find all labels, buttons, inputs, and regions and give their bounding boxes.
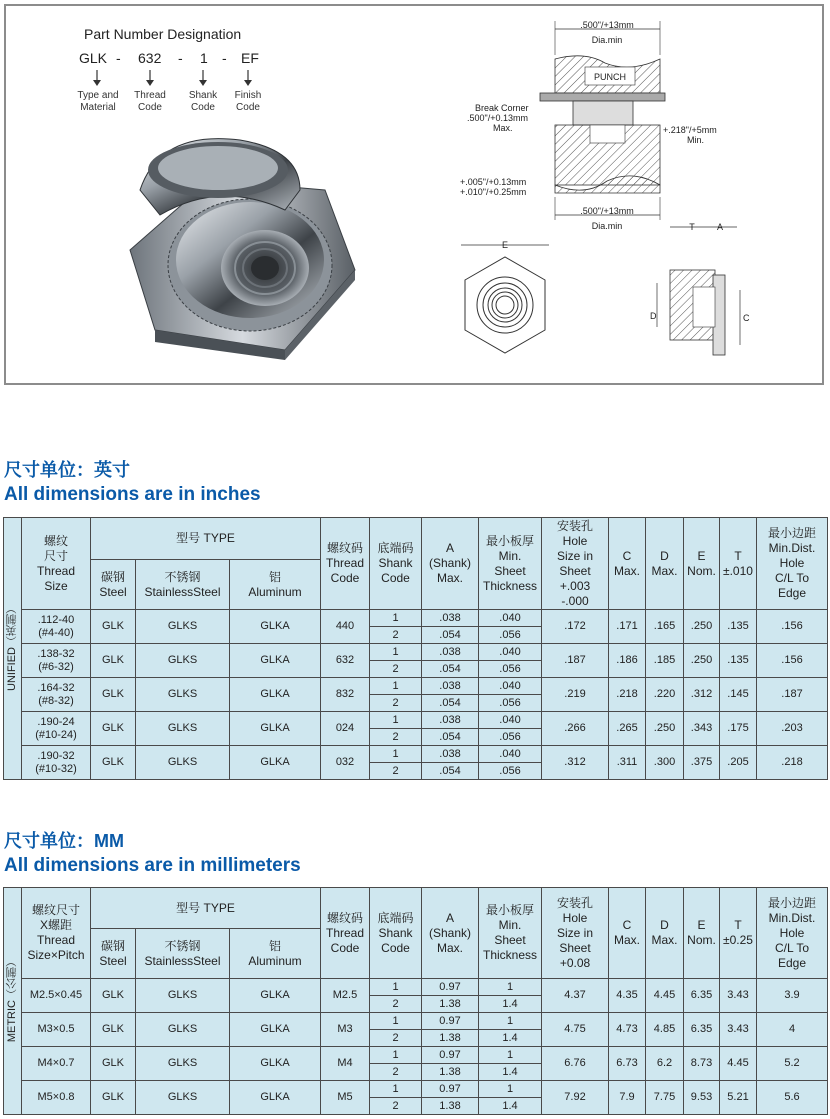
shank-code-header: 底端码 Shank Code <box>370 518 422 610</box>
hole-cell: .266 <box>542 712 609 746</box>
table-row <box>4 644 828 661</box>
thread-size-cell: M5×0.8 <box>22 1081 91 1115</box>
steel-cell: GLK <box>91 746 136 780</box>
inch-section-title-cn: 尺寸单位：英寸 <box>4 460 130 480</box>
thread-code-cell: M4 <box>321 1047 370 1081</box>
stainless-cell: GLKS <box>136 979 230 1013</box>
mm-dimensions-table <box>3 887 828 1115</box>
sheet-cell: .040 <box>479 644 542 661</box>
edge-distance-header: 最小边距 Min.Dist. Hole C/L To Edge <box>757 518 828 610</box>
edge-cell: .203 <box>757 712 828 746</box>
aluminum-cell: GLKA <box>230 712 321 746</box>
dim-t-label: T <box>689 222 695 232</box>
sheet-cell: .056 <box>479 661 542 678</box>
hole-cell: 7.92 <box>542 1081 609 1115</box>
a-cell: .054 <box>422 763 479 780</box>
t-cell: .175 <box>720 712 757 746</box>
hole-cell: 4.75 <box>542 1013 609 1047</box>
d-cell: .250 <box>646 712 684 746</box>
stainless-header: 不锈钢 StainlessSteel <box>136 929 230 979</box>
part-code-separator: - <box>178 50 183 66</box>
hole-cell: .172 <box>542 610 609 644</box>
e-cell: .375 <box>684 746 720 780</box>
thread-size-cell: .164-32 (#8-32) <box>22 678 91 712</box>
part-label-finish: Finish Code <box>234 90 262 113</box>
sheet-cell: .056 <box>479 729 542 746</box>
sheet-cell: 1.4 <box>479 1098 542 1115</box>
thread-code-cell: 032 <box>321 746 370 780</box>
installation-diagram <box>455 15 755 235</box>
shank-code-cell: 2 <box>370 729 422 746</box>
dim-d-label: D <box>650 311 657 321</box>
right-dim-min: Min. <box>687 135 705 145</box>
shank-code-cell: 1 <box>370 979 422 996</box>
inch-section-title-en: All dimensions are in inches <box>4 484 261 505</box>
thread-code-header: 螺纹码 Thread Code <box>321 888 370 979</box>
thread-size-cell: M4×0.7 <box>22 1047 91 1081</box>
a-cell: .054 <box>422 661 479 678</box>
hole-size-header: 安装孔 Hole Size in Sheet +0.08 <box>542 888 609 979</box>
t-cell: .135 <box>720 610 757 644</box>
d-cell: 4.85 <box>646 1013 684 1047</box>
stainless-header: 不锈钢 StainlessSteel <box>136 560 230 610</box>
steel-cell: GLK <box>91 979 136 1013</box>
dim-a-label: A <box>716 222 724 232</box>
d-max-header: D Max. <box>646 888 684 979</box>
a-cell: 1.38 <box>422 996 479 1013</box>
a-shank-header: A (Shank) Max. <box>422 518 479 610</box>
thread-code-header: 螺纹码 Thread Code <box>321 518 370 610</box>
shank-code-cell: 1 <box>370 644 422 661</box>
a-cell: .038 <box>422 746 479 763</box>
thread-size-cell: M3×0.5 <box>22 1013 91 1047</box>
table-row <box>4 746 828 763</box>
shank-code-cell: 1 <box>370 1013 422 1030</box>
mm-section-title-en: All dimensions are in millimeters <box>4 855 301 876</box>
aluminum-cell: GLKA <box>230 1013 321 1047</box>
steel-cell: GLK <box>91 1081 136 1115</box>
t-header: T ±0.25 <box>720 888 757 979</box>
part-code-separator: - <box>116 50 121 66</box>
edge-cell: .218 <box>757 746 828 780</box>
shank-code-cell: 2 <box>370 1098 422 1115</box>
edge-distance-header: 最小边距 Min.Dist. Hole C/L To Edge <box>757 888 828 979</box>
d-cell: 7.75 <box>646 1081 684 1115</box>
shank-code-cell: 2 <box>370 661 422 678</box>
thread-size-cell: .112-40 (#4-40) <box>22 610 91 644</box>
stainless-cell: GLKS <box>136 678 230 712</box>
part-label-shank: Shank Code <box>188 90 218 113</box>
steel-cell: GLK <box>91 644 136 678</box>
t-header: T ±.010 <box>720 518 757 610</box>
c-cell: 6.73 <box>609 1047 646 1081</box>
a-cell: .038 <box>422 712 479 729</box>
table-row <box>4 610 828 627</box>
stainless-cell: GLKS <box>136 1013 230 1047</box>
thread-size-cell: .138-32 (#6-32) <box>22 644 91 678</box>
min-sheet-header: 最小板厚 Min. Sheet Thickness <box>479 518 542 610</box>
edge-cell: .156 <box>757 610 828 644</box>
part-code-type: GLK <box>79 50 108 66</box>
tolerance-label-1: +.005"/+0.13mm <box>460 177 527 187</box>
aluminum-cell: GLKA <box>230 678 321 712</box>
shank-code-cell: 2 <box>370 695 422 712</box>
dia-top-sub-label: Dia.min <box>591 35 623 45</box>
a-cell: 0.97 <box>422 1013 479 1030</box>
thread-code-cell: M5 <box>321 1081 370 1115</box>
a-cell: .038 <box>422 644 479 661</box>
shank-code-cell: 2 <box>370 763 422 780</box>
sheet-cell: 1.4 <box>479 1030 542 1047</box>
aluminum-header: 铝 Aluminum <box>230 560 321 610</box>
a-cell: .038 <box>422 610 479 627</box>
table-row <box>4 1047 828 1064</box>
tolerance-label-2: +.010"/+0.25mm <box>460 187 527 197</box>
sheet-cell: .056 <box>479 763 542 780</box>
e-cell: .250 <box>684 610 720 644</box>
c-cell: 7.9 <box>609 1081 646 1115</box>
sheet-cell: 1.4 <box>479 996 542 1013</box>
unit-system-label: METRIC（公制） <box>4 888 22 1115</box>
a-cell: .054 <box>422 627 479 644</box>
sheet-cell: .040 <box>479 678 542 695</box>
aluminum-cell: GLKA <box>230 979 321 1013</box>
steel-header: 碳钢 Steel <box>91 929 136 979</box>
t-cell: 3.43 <box>720 979 757 1013</box>
e-cell: .312 <box>684 678 720 712</box>
c-cell: .218 <box>609 678 646 712</box>
sheet-cell: 1 <box>479 1047 542 1064</box>
stainless-cell: GLKS <box>136 1047 230 1081</box>
thread-size-cell: .190-24 (#10-24) <box>22 712 91 746</box>
c-max-header: C Max. <box>609 888 646 979</box>
part-label-thread: Thread Code <box>134 90 166 113</box>
sheet-cell: .040 <box>479 712 542 729</box>
dim-e-label: E <box>501 240 509 250</box>
aluminum-cell: GLKA <box>230 1081 321 1115</box>
aluminum-cell: GLKA <box>230 644 321 678</box>
edge-cell: 5.6 <box>757 1081 828 1115</box>
part-label-type: Type and Material <box>77 90 119 113</box>
steel-cell: GLK <box>91 610 136 644</box>
aluminum-cell: GLKA <box>230 1047 321 1081</box>
edge-cell: 4 <box>757 1013 828 1047</box>
hex-front-view-diagram <box>455 235 555 365</box>
aluminum-cell: GLKA <box>230 610 321 644</box>
table-row <box>4 1013 828 1030</box>
a-cell: .054 <box>422 695 479 712</box>
shank-code-header: 底端码 Shank Code <box>370 888 422 979</box>
a-cell: .038 <box>422 678 479 695</box>
unit-system-label: UNIFIED（英制） <box>4 518 22 780</box>
shank-code-cell: 1 <box>370 712 422 729</box>
steel-cell: GLK <box>91 712 136 746</box>
sheet-cell: .056 <box>479 695 542 712</box>
t-cell: .205 <box>720 746 757 780</box>
d-cell: .185 <box>646 644 684 678</box>
thread-code-cell: 440 <box>321 610 370 644</box>
shank-code-cell: 2 <box>370 1030 422 1047</box>
hole-cell: .312 <box>542 746 609 780</box>
break-corner-value: .500"/+0.13mm <box>467 113 528 123</box>
thread-code-cell: M3 <box>321 1013 370 1047</box>
edge-cell: .156 <box>757 644 828 678</box>
c-cell: 4.35 <box>609 979 646 1013</box>
steel-header: 碳钢 Steel <box>91 560 136 610</box>
a-cell: 0.97 <box>422 1081 479 1098</box>
shank-code-cell: 1 <box>370 746 422 763</box>
aluminum-cell: GLKA <box>230 746 321 780</box>
type-header: 型号 TYPE <box>91 518 321 560</box>
down-arrow-icon <box>243 70 253 86</box>
thread-code-cell: M2.5 <box>321 979 370 1013</box>
shank-code-cell: 2 <box>370 996 422 1013</box>
dia-bottom-sub-label: Dia.min <box>591 221 623 231</box>
break-corner-max: Max. <box>493 123 513 133</box>
steel-cell: GLK <box>91 678 136 712</box>
shank-code-cell: 2 <box>370 627 422 644</box>
t-cell: .135 <box>720 644 757 678</box>
a-cell: 1.38 <box>422 1064 479 1081</box>
a-shank-header: A (Shank) Max. <box>422 888 479 979</box>
thread-size-cell: M2.5×0.45 <box>22 979 91 1013</box>
dia-bottom-label: .500"/+13mm <box>580 206 634 216</box>
e-cell: .343 <box>684 712 720 746</box>
edge-cell: 5.2 <box>757 1047 828 1081</box>
d-cell: .220 <box>646 678 684 712</box>
break-corner-label: Break Corner <box>475 103 529 113</box>
shank-code-cell: 1 <box>370 1081 422 1098</box>
stainless-cell: GLKS <box>136 610 230 644</box>
sheet-cell: 1.4 <box>479 1064 542 1081</box>
table-row <box>4 1081 828 1098</box>
down-arrow-icon <box>92 70 102 86</box>
stainless-cell: GLKS <box>136 746 230 780</box>
part-code-thread: 632 <box>138 50 162 66</box>
a-cell: .054 <box>422 729 479 746</box>
hole-cell: 4.37 <box>542 979 609 1013</box>
c-cell: .311 <box>609 746 646 780</box>
thread-code-cell: 024 <box>321 712 370 746</box>
d-cell: .300 <box>646 746 684 780</box>
sheet-cell: .056 <box>479 627 542 644</box>
e-cell: 6.35 <box>684 1013 720 1047</box>
table-row <box>4 678 828 695</box>
t-cell: .145 <box>720 678 757 712</box>
right-dim-label: +.218"/+5mm <box>663 125 717 135</box>
down-arrow-icon <box>145 70 155 86</box>
e-nom-header: E Nom. <box>684 518 720 610</box>
steel-cell: GLK <box>91 1047 136 1081</box>
t-cell: 5.21 <box>720 1081 757 1115</box>
stainless-cell: GLKS <box>136 712 230 746</box>
d-cell: 6.2 <box>646 1047 684 1081</box>
table-row <box>4 979 828 996</box>
d-max-header: D Max. <box>646 518 684 610</box>
thread-size-header: 螺纹 尺寸 Thread Size <box>22 518 91 610</box>
thread-size-header: 螺纹尺寸 X螺距 Thread Size×Pitch <box>22 888 91 979</box>
stainless-cell: GLKS <box>136 1081 230 1115</box>
edge-cell: 3.9 <box>757 979 828 1013</box>
thread-code-cell: 832 <box>321 678 370 712</box>
c-cell: 4.73 <box>609 1013 646 1047</box>
type-header: 型号 TYPE <box>91 888 321 929</box>
thread-size-cell: .190-32 (#10-32) <box>22 746 91 780</box>
hole-size-header: 安装孔 Hole Size in Sheet +.003 -.000 <box>542 518 609 610</box>
e-cell: 8.73 <box>684 1047 720 1081</box>
mm-section-title-cn: 尺寸单位：MM <box>4 831 124 851</box>
e-cell: 6.35 <box>684 979 720 1013</box>
d-cell: .165 <box>646 610 684 644</box>
hole-cell: .187 <box>542 644 609 678</box>
sheet-cell: 1 <box>479 979 542 996</box>
a-cell: 0.97 <box>422 979 479 996</box>
c-cell: .171 <box>609 610 646 644</box>
inch-dimensions-table <box>3 517 828 780</box>
edge-cell: .187 <box>757 678 828 712</box>
dim-c-label: C <box>743 313 750 323</box>
d-cell: 4.45 <box>646 979 684 1013</box>
a-cell: 0.97 <box>422 1047 479 1064</box>
shank-code-cell: 1 <box>370 1047 422 1064</box>
a-cell: 1.38 <box>422 1030 479 1047</box>
punch-label: PUNCH <box>593 72 627 82</box>
steel-cell: GLK <box>91 1013 136 1047</box>
e-cell: 9.53 <box>684 1081 720 1115</box>
down-arrow-icon <box>198 70 208 86</box>
part-number-title: Part Number Designation <box>84 26 242 42</box>
part-code-finish: EF <box>241 50 259 66</box>
shank-code-cell: 2 <box>370 1064 422 1081</box>
e-cell: .250 <box>684 644 720 678</box>
t-cell: 4.45 <box>720 1047 757 1081</box>
min-sheet-header: 最小板厚 Min. Sheet Thickness <box>479 888 542 979</box>
hole-cell: 6.76 <box>542 1047 609 1081</box>
sheet-cell: .040 <box>479 610 542 627</box>
part-code-shank: 1 <box>200 50 208 66</box>
c-cell: .186 <box>609 644 646 678</box>
t-cell: 3.43 <box>720 1013 757 1047</box>
e-nom-header: E Nom. <box>684 888 720 979</box>
table-row <box>4 712 828 729</box>
a-cell: 1.38 <box>422 1098 479 1115</box>
sheet-cell: 1 <box>479 1013 542 1030</box>
sheet-cell: 1 <box>479 1081 542 1098</box>
dia-top-label: .500"/+13mm <box>580 20 634 30</box>
stainless-cell: GLKS <box>136 644 230 678</box>
sheet-cell: .040 <box>479 746 542 763</box>
side-view-diagram <box>645 215 760 375</box>
hole-cell: .219 <box>542 678 609 712</box>
c-max-header: C Max. <box>609 518 646 610</box>
self-clinching-nut-image <box>100 120 380 370</box>
thread-code-cell: 632 <box>321 644 370 678</box>
part-code-separator: - <box>222 50 227 66</box>
c-cell: .265 <box>609 712 646 746</box>
aluminum-header: 铝 Aluminum <box>230 929 321 979</box>
shank-code-cell: 1 <box>370 678 422 695</box>
shank-code-cell: 1 <box>370 610 422 627</box>
